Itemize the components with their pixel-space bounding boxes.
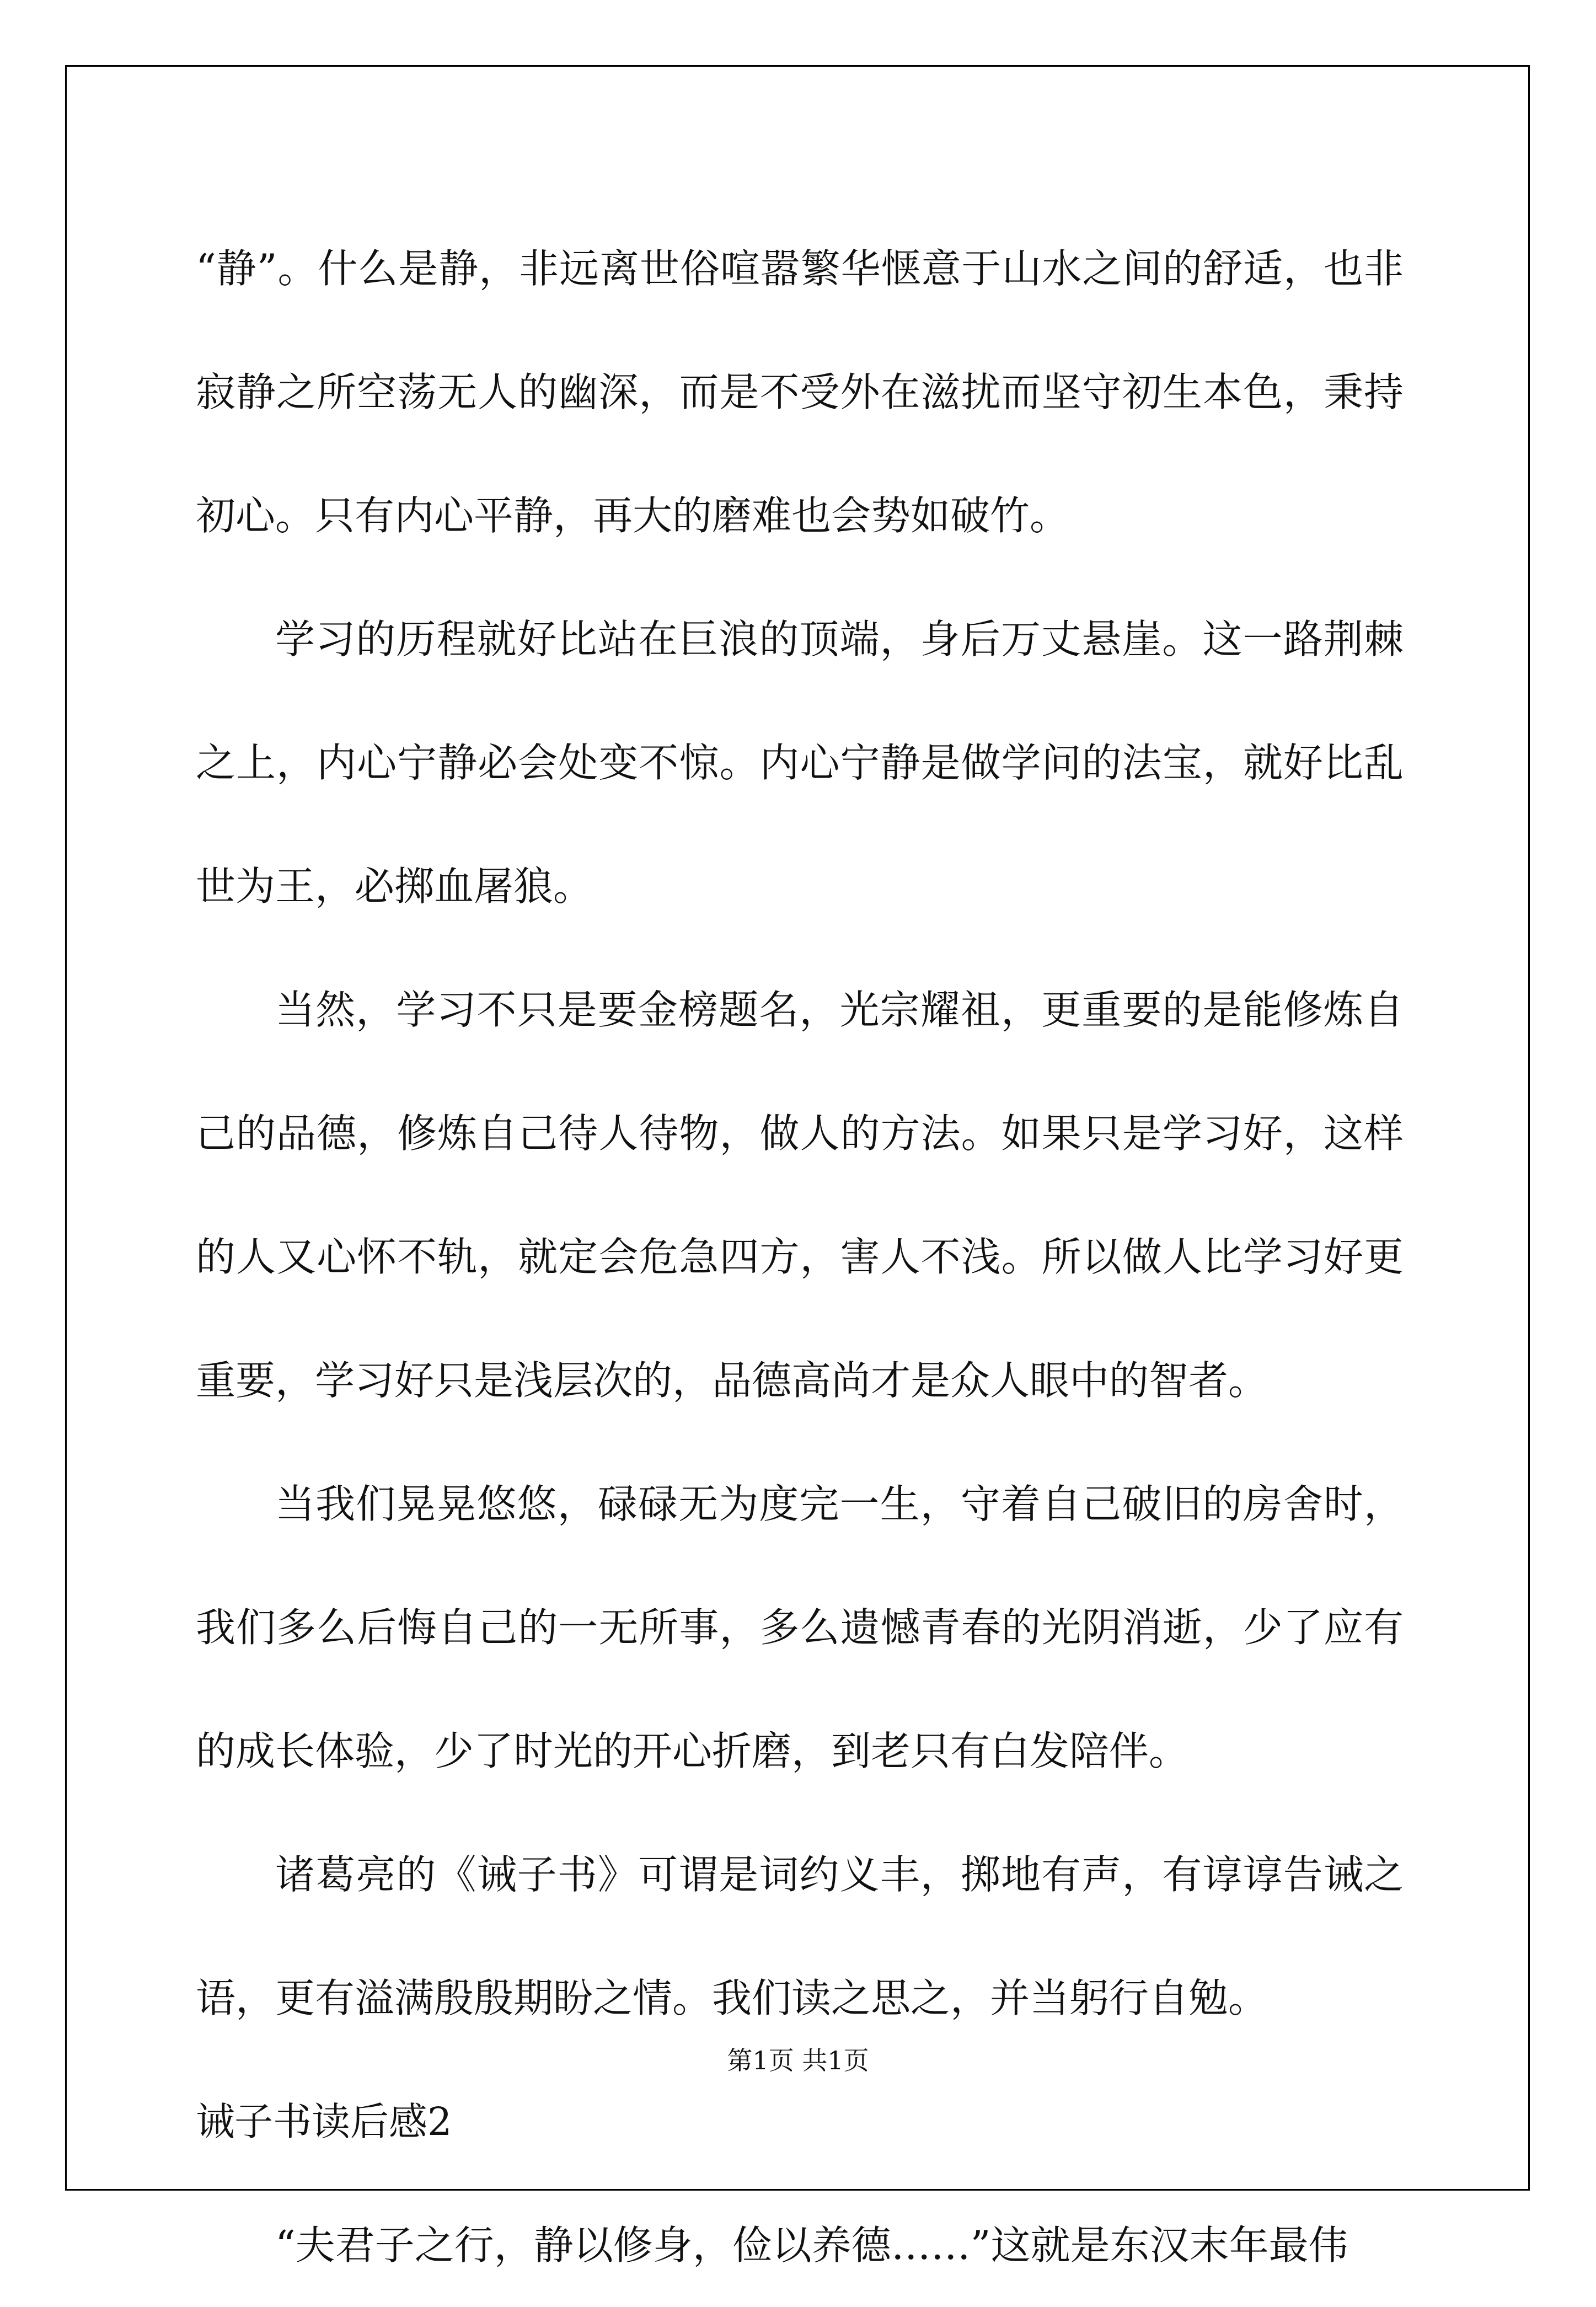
paragraph-6: “夫君子之行，静以修身，俭以养德……”这就是东汉末年最伟	[275, 2222, 1348, 2268]
page-footer: 第1页 共1页	[727, 2046, 869, 2075]
paragraph-3: 当然，学习不只是要金榜题名，光宗耀祖，更重要的是能修炼自己的品德，修炼自己待人待物，做人的方法。如果只是学习好，这样的人又心怀不轨，就定会危急四方，害人不浅。所以做人比学习好更重要，学习好只是浅层次的，品德高尚才是众人眼中的智者。	[196, 987, 1404, 1404]
document-body	[196, 207, 1404, 2307]
paragraph-5: 诸葛亮的《诫子书》可谓是词约义丰，掷地有声，有谆谆告诫之语，更有溢满殷殷期盼之情。我们读之思之，并当躬行自勉。	[196, 1851, 1404, 2021]
paragraph-1: “静”。什么是静，非远离世俗喧嚣繁华惬意于山水之间的舒适，也非寂静之所空荡无人的幽深，而是不受外在滋扰而坚守初生本色，秉持初心。只有内心平静，再大的磨难也会势如破竹。	[196, 245, 1404, 539]
paragraph-2: 学习的历程就好比站在巨浪的顶端，身后万丈悬崖。这一路荆棘之上，内心宁静必会处变不惊。内心宁静是做学问的法宝，就好比乱世为王，必掷血屠狼。	[196, 616, 1404, 909]
paragraph-4: 当我们晃晃悠悠，碌碌无为度完一生，守着自己破旧的房舍时，我们多么后悔自己的一无所事，多么遗憾青春的光阴消逝，少了应有的成长体验，少了时光的开心折磨，到老只有白发陪伴。	[196, 1481, 1404, 1774]
section-heading: 诫子书读后感2	[196, 2099, 452, 2144]
